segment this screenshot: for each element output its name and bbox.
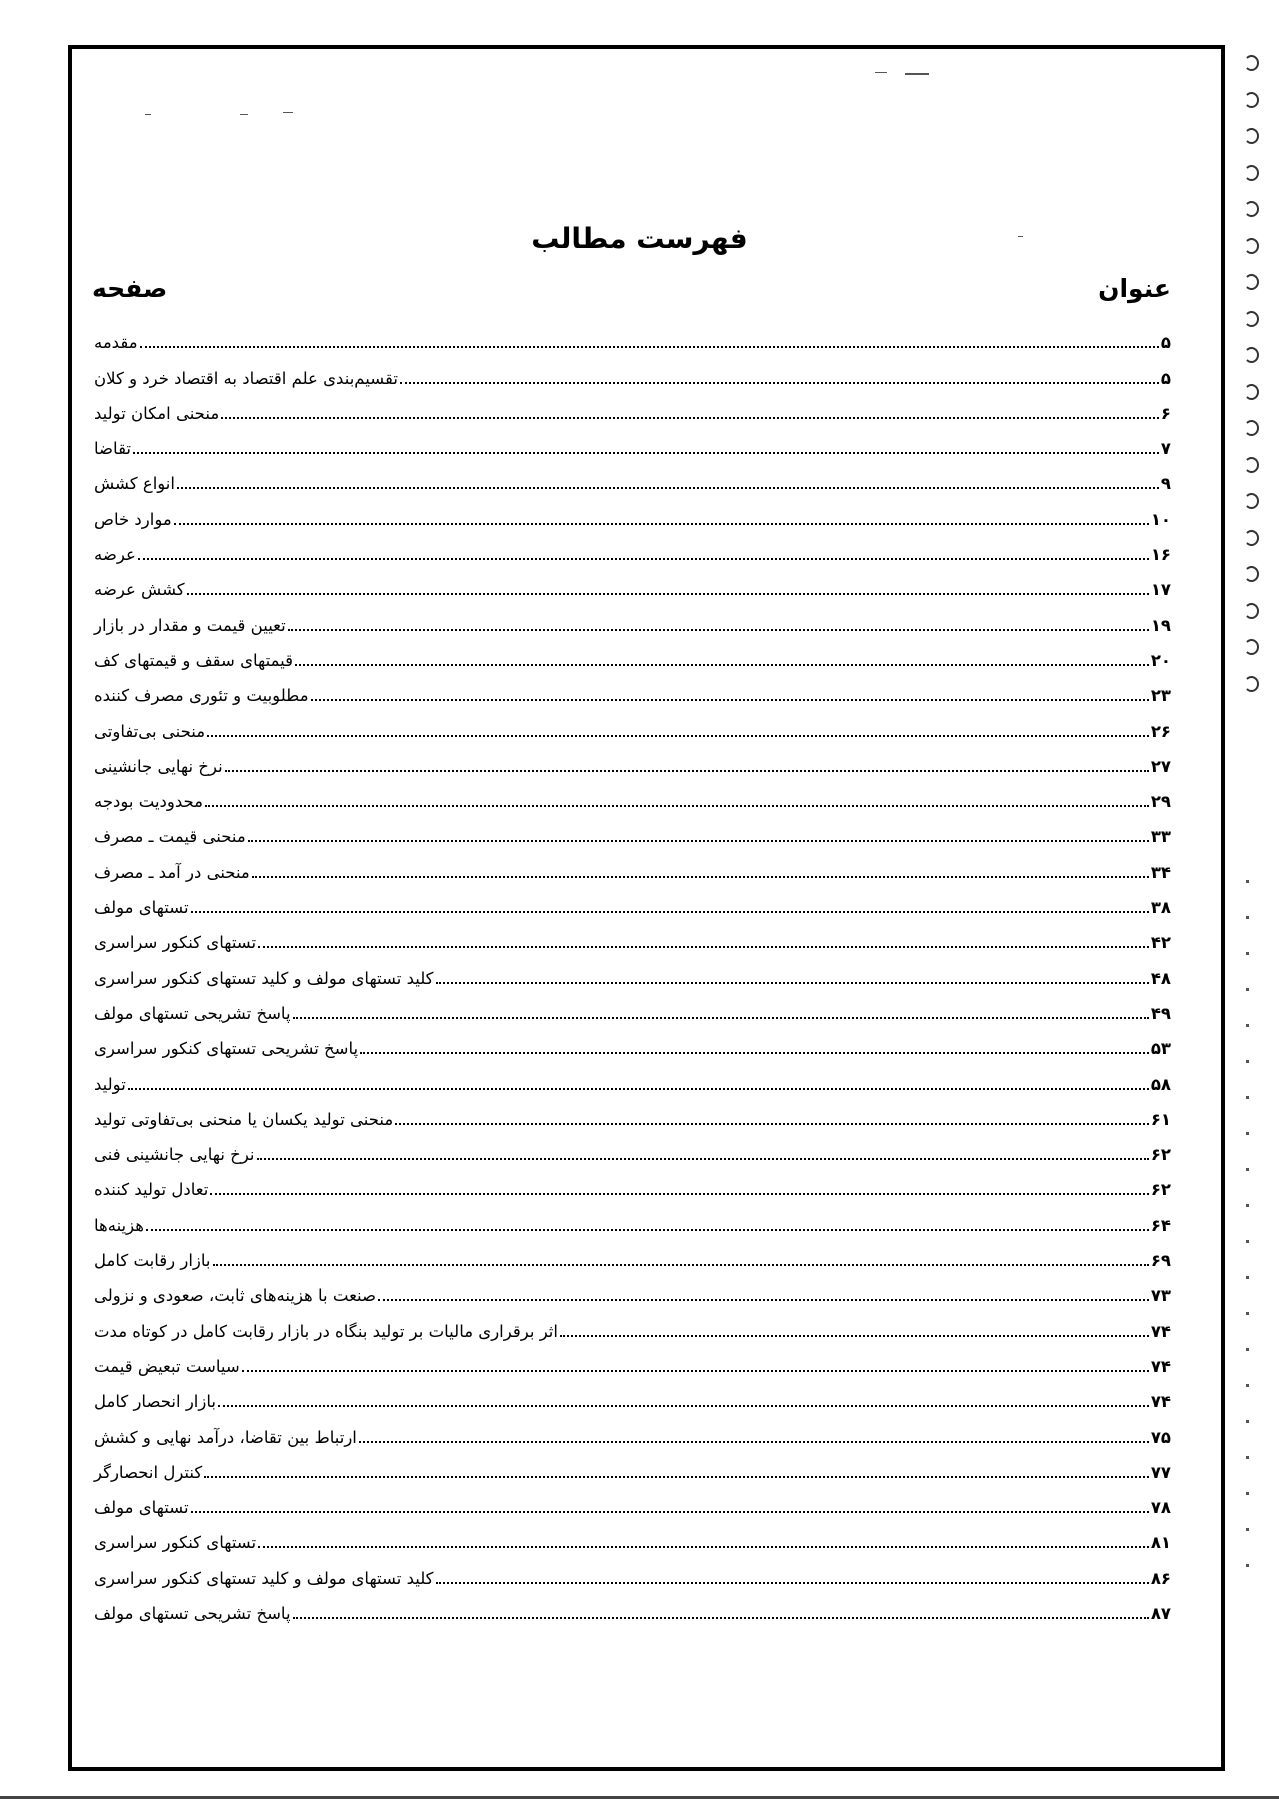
toc-entry-page: ۶۴ xyxy=(1150,1215,1171,1235)
toc-entry-title: تقاضا xyxy=(94,439,132,459)
toc-entry xyxy=(92,1271,1171,1306)
toc-entry-title: اثر برقراری مالیات بر تولید بنگاه در بازار رقابت کامل در کوتاه مدت xyxy=(94,1321,558,1341)
dot-leader xyxy=(204,1476,1149,1478)
toc-entry xyxy=(92,1306,1171,1341)
dot-leader xyxy=(177,487,1159,489)
dot-leader xyxy=(436,1582,1149,1584)
dot-leader xyxy=(248,840,1149,842)
toc-entry-title: عرضه xyxy=(94,545,136,565)
toc-entry xyxy=(92,1483,1171,1518)
toc-entry-page: ۱۰ xyxy=(1150,509,1171,529)
scan-speck xyxy=(283,112,293,113)
toc-entry-title: تستهای کنکور سراسری xyxy=(94,933,257,953)
dot-leader xyxy=(225,770,1149,772)
toc-entry xyxy=(92,812,1171,847)
toc-entry xyxy=(92,565,1171,600)
binding-ring xyxy=(1244,165,1259,181)
toc-entry-title: قیمتهای سقف و قیمتهای کف xyxy=(94,650,293,670)
toc-entry xyxy=(92,389,1171,424)
binding-mark xyxy=(1246,1096,1249,1099)
toc-entry-title: منحنی قیمت ـ مصرف xyxy=(94,827,246,847)
binding-ring xyxy=(1244,274,1259,290)
dot-leader xyxy=(359,1441,1149,1443)
binding-mark xyxy=(1246,988,1249,991)
binding-mark xyxy=(1246,1420,1249,1423)
binding-ring xyxy=(1244,530,1259,546)
binding-mark xyxy=(1246,1024,1249,1027)
toc-entry-page: ۷۴ xyxy=(1150,1392,1171,1412)
toc-entry-page: ۵۸ xyxy=(1150,1074,1171,1094)
toc-entry-page: ۷ xyxy=(1160,439,1171,459)
dot-leader xyxy=(311,699,1149,701)
binding-mark xyxy=(1246,1240,1249,1243)
dot-leader xyxy=(213,1264,1149,1266)
binding-mark xyxy=(1246,1132,1249,1135)
toc-entry xyxy=(92,1200,1171,1235)
toc-entry xyxy=(92,1095,1171,1130)
toc-entry-title: تعیین قیمت و مقدار در بازار xyxy=(94,615,286,635)
toc-entry-page: ۳۳ xyxy=(1150,827,1171,847)
toc-entry xyxy=(92,1165,1171,1200)
toc-entry-title: پاسخ تشریحی تستهای مولف xyxy=(94,1003,291,1023)
toc-entry-page: ۴۲ xyxy=(1150,933,1171,953)
binding-ring xyxy=(1244,347,1259,363)
toc-entry xyxy=(92,1589,1171,1624)
toc-entry-title: تستهای مولف xyxy=(94,1498,189,1518)
binding-mark xyxy=(1246,1492,1249,1495)
dot-leader xyxy=(295,664,1149,666)
dot-leader xyxy=(207,735,1149,737)
binding-mark xyxy=(1246,1276,1249,1279)
toc-entry xyxy=(92,883,1171,918)
toc-entry-page: ۱۹ xyxy=(1150,615,1171,635)
scan-bottom-edge xyxy=(0,1796,1279,1799)
toc-entry xyxy=(92,1448,1171,1483)
toc-entry-title: منحنی در آمد ـ مصرف xyxy=(94,862,250,882)
toc-entry-title: تولید xyxy=(94,1074,126,1094)
dot-leader xyxy=(360,1052,1149,1054)
toc-entry xyxy=(92,953,1171,988)
binding-mark xyxy=(1246,1528,1249,1531)
dot-leader xyxy=(395,1123,1149,1125)
title-column-header: عنوان xyxy=(1098,274,1171,303)
toc-entry-page: ۶ xyxy=(1160,403,1171,423)
binding-mark xyxy=(1246,1312,1249,1315)
binding-ring xyxy=(1244,566,1259,582)
binding-ring xyxy=(1244,92,1259,108)
toc-entry xyxy=(92,671,1171,706)
dot-leader xyxy=(436,982,1149,984)
binding-mark xyxy=(1246,1060,1249,1063)
dot-leader xyxy=(378,1299,1149,1301)
binding-ring xyxy=(1244,128,1259,144)
binding-mark xyxy=(1246,880,1249,883)
table-of-contents xyxy=(92,318,1171,1624)
dot-leader xyxy=(257,1158,1149,1160)
toc-entry xyxy=(92,918,1171,953)
toc-entry-title: پاسخ تشریحی تستهای مولف xyxy=(94,1603,291,1623)
toc-entry-page: ۲۷ xyxy=(1150,756,1171,776)
binding-mark xyxy=(1246,916,1249,919)
toc-entry-title: انواع کشش xyxy=(94,474,175,494)
toc-entry-page: ۷۵ xyxy=(1150,1427,1171,1447)
dot-leader xyxy=(258,1546,1149,1548)
toc-entry-page: ۷۷ xyxy=(1150,1462,1171,1482)
dot-leader xyxy=(218,1405,1149,1407)
dot-leader xyxy=(205,805,1149,807)
toc-entry-title: کشش عرضه xyxy=(94,580,185,600)
toc-entry-title: سیاست تبعیض قیمت xyxy=(94,1356,240,1376)
dot-leader xyxy=(128,1088,1149,1090)
dot-leader xyxy=(221,417,1159,419)
toc-entry xyxy=(92,636,1171,671)
toc-entry-title: کلید تستهای مولف و کلید تستهای کنکور سراسری xyxy=(94,1568,434,1588)
toc-entry-title: منحنی تولید یکسان یا منحنی بی‌تفاوتی تولید xyxy=(94,1109,394,1129)
toc-entry-title: منحنی بی‌تفاوتی xyxy=(94,721,206,741)
toc-entry-title: تعادل تولید کننده xyxy=(94,1180,209,1200)
toc-entry xyxy=(92,1130,1171,1165)
binding-ring xyxy=(1244,639,1259,655)
toc-entry-title: منحنی امکان تولید xyxy=(94,403,220,423)
dot-leader xyxy=(210,1193,1149,1195)
binding-mark xyxy=(1246,1348,1249,1351)
dot-leader xyxy=(174,523,1149,525)
dot-leader xyxy=(191,1511,1149,1513)
toc-entry-title: تستهای مولف xyxy=(94,898,189,918)
dot-leader xyxy=(400,382,1159,384)
scan-speck xyxy=(905,73,929,75)
dot-leader xyxy=(191,911,1149,913)
toc-entry xyxy=(92,1236,1171,1271)
toc-entry-page: ۲۹ xyxy=(1150,792,1171,812)
toc-entry-page: ۱۷ xyxy=(1150,580,1171,600)
toc-entry-page: ۴۸ xyxy=(1150,968,1171,988)
toc-entry-page: ۷۴ xyxy=(1150,1321,1171,1341)
toc-entry xyxy=(92,1024,1171,1059)
page-column-header: صفحه xyxy=(92,274,168,303)
toc-entry-page: ۱۶ xyxy=(1150,545,1171,565)
toc-entry-title: موارد خاص xyxy=(94,509,172,529)
binding-ring xyxy=(1244,384,1259,400)
toc-entry-page: ۶۹ xyxy=(1150,1251,1171,1271)
toc-entry xyxy=(92,600,1171,635)
dot-leader xyxy=(133,452,1159,454)
toc-entry-title: صنعت با هزینه‌های ثابت، صعودی و نزولی xyxy=(94,1286,377,1306)
dot-leader xyxy=(140,346,1159,348)
toc-entry xyxy=(92,424,1171,459)
toc-entry-title: پاسخ تشریحی تستهای کنکور سراسری xyxy=(94,1039,359,1059)
binding-ring xyxy=(1244,238,1259,254)
toc-entry-page: ۶۲ xyxy=(1150,1180,1171,1200)
toc-entry xyxy=(92,706,1171,741)
toc-entry-title: تقسیم‌بندی علم اقتصاد به اقتصاد خرد و کلان xyxy=(94,368,398,388)
toc-entry-title: نرخ نهایی جانشینی فنی xyxy=(94,1145,255,1165)
binding-mark xyxy=(1246,1456,1249,1459)
toc-entry-title: مقدمه xyxy=(94,333,138,353)
binding-ring xyxy=(1244,201,1259,217)
binding-mark xyxy=(1246,1204,1249,1207)
toc-entry xyxy=(92,318,1171,353)
dot-leader xyxy=(252,876,1149,878)
toc-entry-title: کلید تستهای مولف و کلید تستهای کنکور سراسری xyxy=(94,968,434,988)
toc-entry-title: ارتباط بین تقاضا، درآمد نهایی و کشش xyxy=(94,1427,357,1447)
toc-entry-page: ۶۱ xyxy=(1150,1109,1171,1129)
scan-speck xyxy=(145,114,151,115)
toc-entry xyxy=(92,530,1171,565)
toc-entry-page: ۷۸ xyxy=(1150,1498,1171,1518)
toc-entry-page: ۳۸ xyxy=(1150,898,1171,918)
toc-entry-title: بازار رقابت کامل xyxy=(94,1251,211,1271)
toc-entry-page: ۵ xyxy=(1160,333,1171,353)
toc-entry-title: بازار انحصار کامل xyxy=(94,1392,216,1412)
toc-entry xyxy=(92,742,1171,777)
toc-entry xyxy=(92,1342,1171,1377)
scan-speck xyxy=(240,114,248,115)
toc-entry xyxy=(92,353,1171,388)
toc-entry-page: ۵ xyxy=(1160,368,1171,388)
toc-entry xyxy=(92,1377,1171,1412)
toc-entry xyxy=(92,1518,1171,1553)
toc-entry-title: مطلوبیت و تئوری مصرف کننده xyxy=(94,686,309,706)
page-title: فهرست مطالب xyxy=(531,222,748,255)
toc-entry xyxy=(92,1553,1171,1588)
dot-leader xyxy=(187,593,1149,595)
toc-entry-page: ۸۷ xyxy=(1150,1603,1171,1623)
toc-entry xyxy=(92,777,1171,812)
dot-leader xyxy=(242,1370,1149,1372)
binding-ring xyxy=(1244,603,1259,619)
toc-entry xyxy=(92,459,1171,494)
binding-ring xyxy=(1244,493,1259,509)
dot-leader xyxy=(138,558,1149,560)
binding-ring xyxy=(1244,457,1259,473)
toc-entry-page: ۸۶ xyxy=(1150,1568,1171,1588)
toc-entry xyxy=(92,847,1171,882)
toc-entry xyxy=(92,494,1171,529)
toc-entry-title: تستهای کنکور سراسری xyxy=(94,1533,257,1553)
toc-entry xyxy=(92,1059,1171,1094)
binding-ring xyxy=(1244,420,1259,436)
binding-ring xyxy=(1244,676,1259,692)
toc-entry-title: هزینه‌ها xyxy=(94,1215,144,1235)
dot-leader xyxy=(293,1017,1149,1019)
dot-leader xyxy=(293,1617,1149,1619)
toc-entry-page: ۸۱ xyxy=(1150,1533,1171,1553)
dot-leader xyxy=(258,946,1149,948)
toc-entry-page: ۲۶ xyxy=(1150,721,1171,741)
dot-leader xyxy=(288,629,1149,631)
binding-mark xyxy=(1246,1564,1249,1567)
binding-ring xyxy=(1244,55,1259,71)
toc-entry-page: ۲۰ xyxy=(1150,650,1171,670)
toc-entry-title: نرخ نهایی جانشینی xyxy=(94,756,223,776)
toc-entry-page: ۵۳ xyxy=(1150,1039,1171,1059)
binding-mark xyxy=(1246,952,1249,955)
toc-entry-page: ۹ xyxy=(1160,474,1171,494)
binding-mark xyxy=(1246,1168,1249,1171)
dot-leader xyxy=(146,1229,1149,1231)
binding-ring xyxy=(1244,311,1259,327)
toc-entry-page: ۳۴ xyxy=(1150,862,1171,882)
scan-speck xyxy=(875,72,887,73)
toc-entry-title: محدودیت بودجه xyxy=(94,792,204,812)
toc-entry xyxy=(92,1412,1171,1447)
spiral-binding xyxy=(1236,55,1266,1615)
toc-entry-page: ۶۲ xyxy=(1150,1145,1171,1165)
toc-entry-page: ۴۹ xyxy=(1150,1003,1171,1023)
toc-entry-page: ۲۳ xyxy=(1150,686,1171,706)
toc-entry-page: ۷۴ xyxy=(1150,1356,1171,1376)
binding-mark xyxy=(1246,1384,1249,1387)
toc-entry xyxy=(92,989,1171,1024)
dot-leader xyxy=(560,1335,1149,1337)
toc-entry-title: کنترل انحصارگر xyxy=(94,1462,203,1482)
toc-entry-page: ۷۳ xyxy=(1150,1286,1171,1306)
